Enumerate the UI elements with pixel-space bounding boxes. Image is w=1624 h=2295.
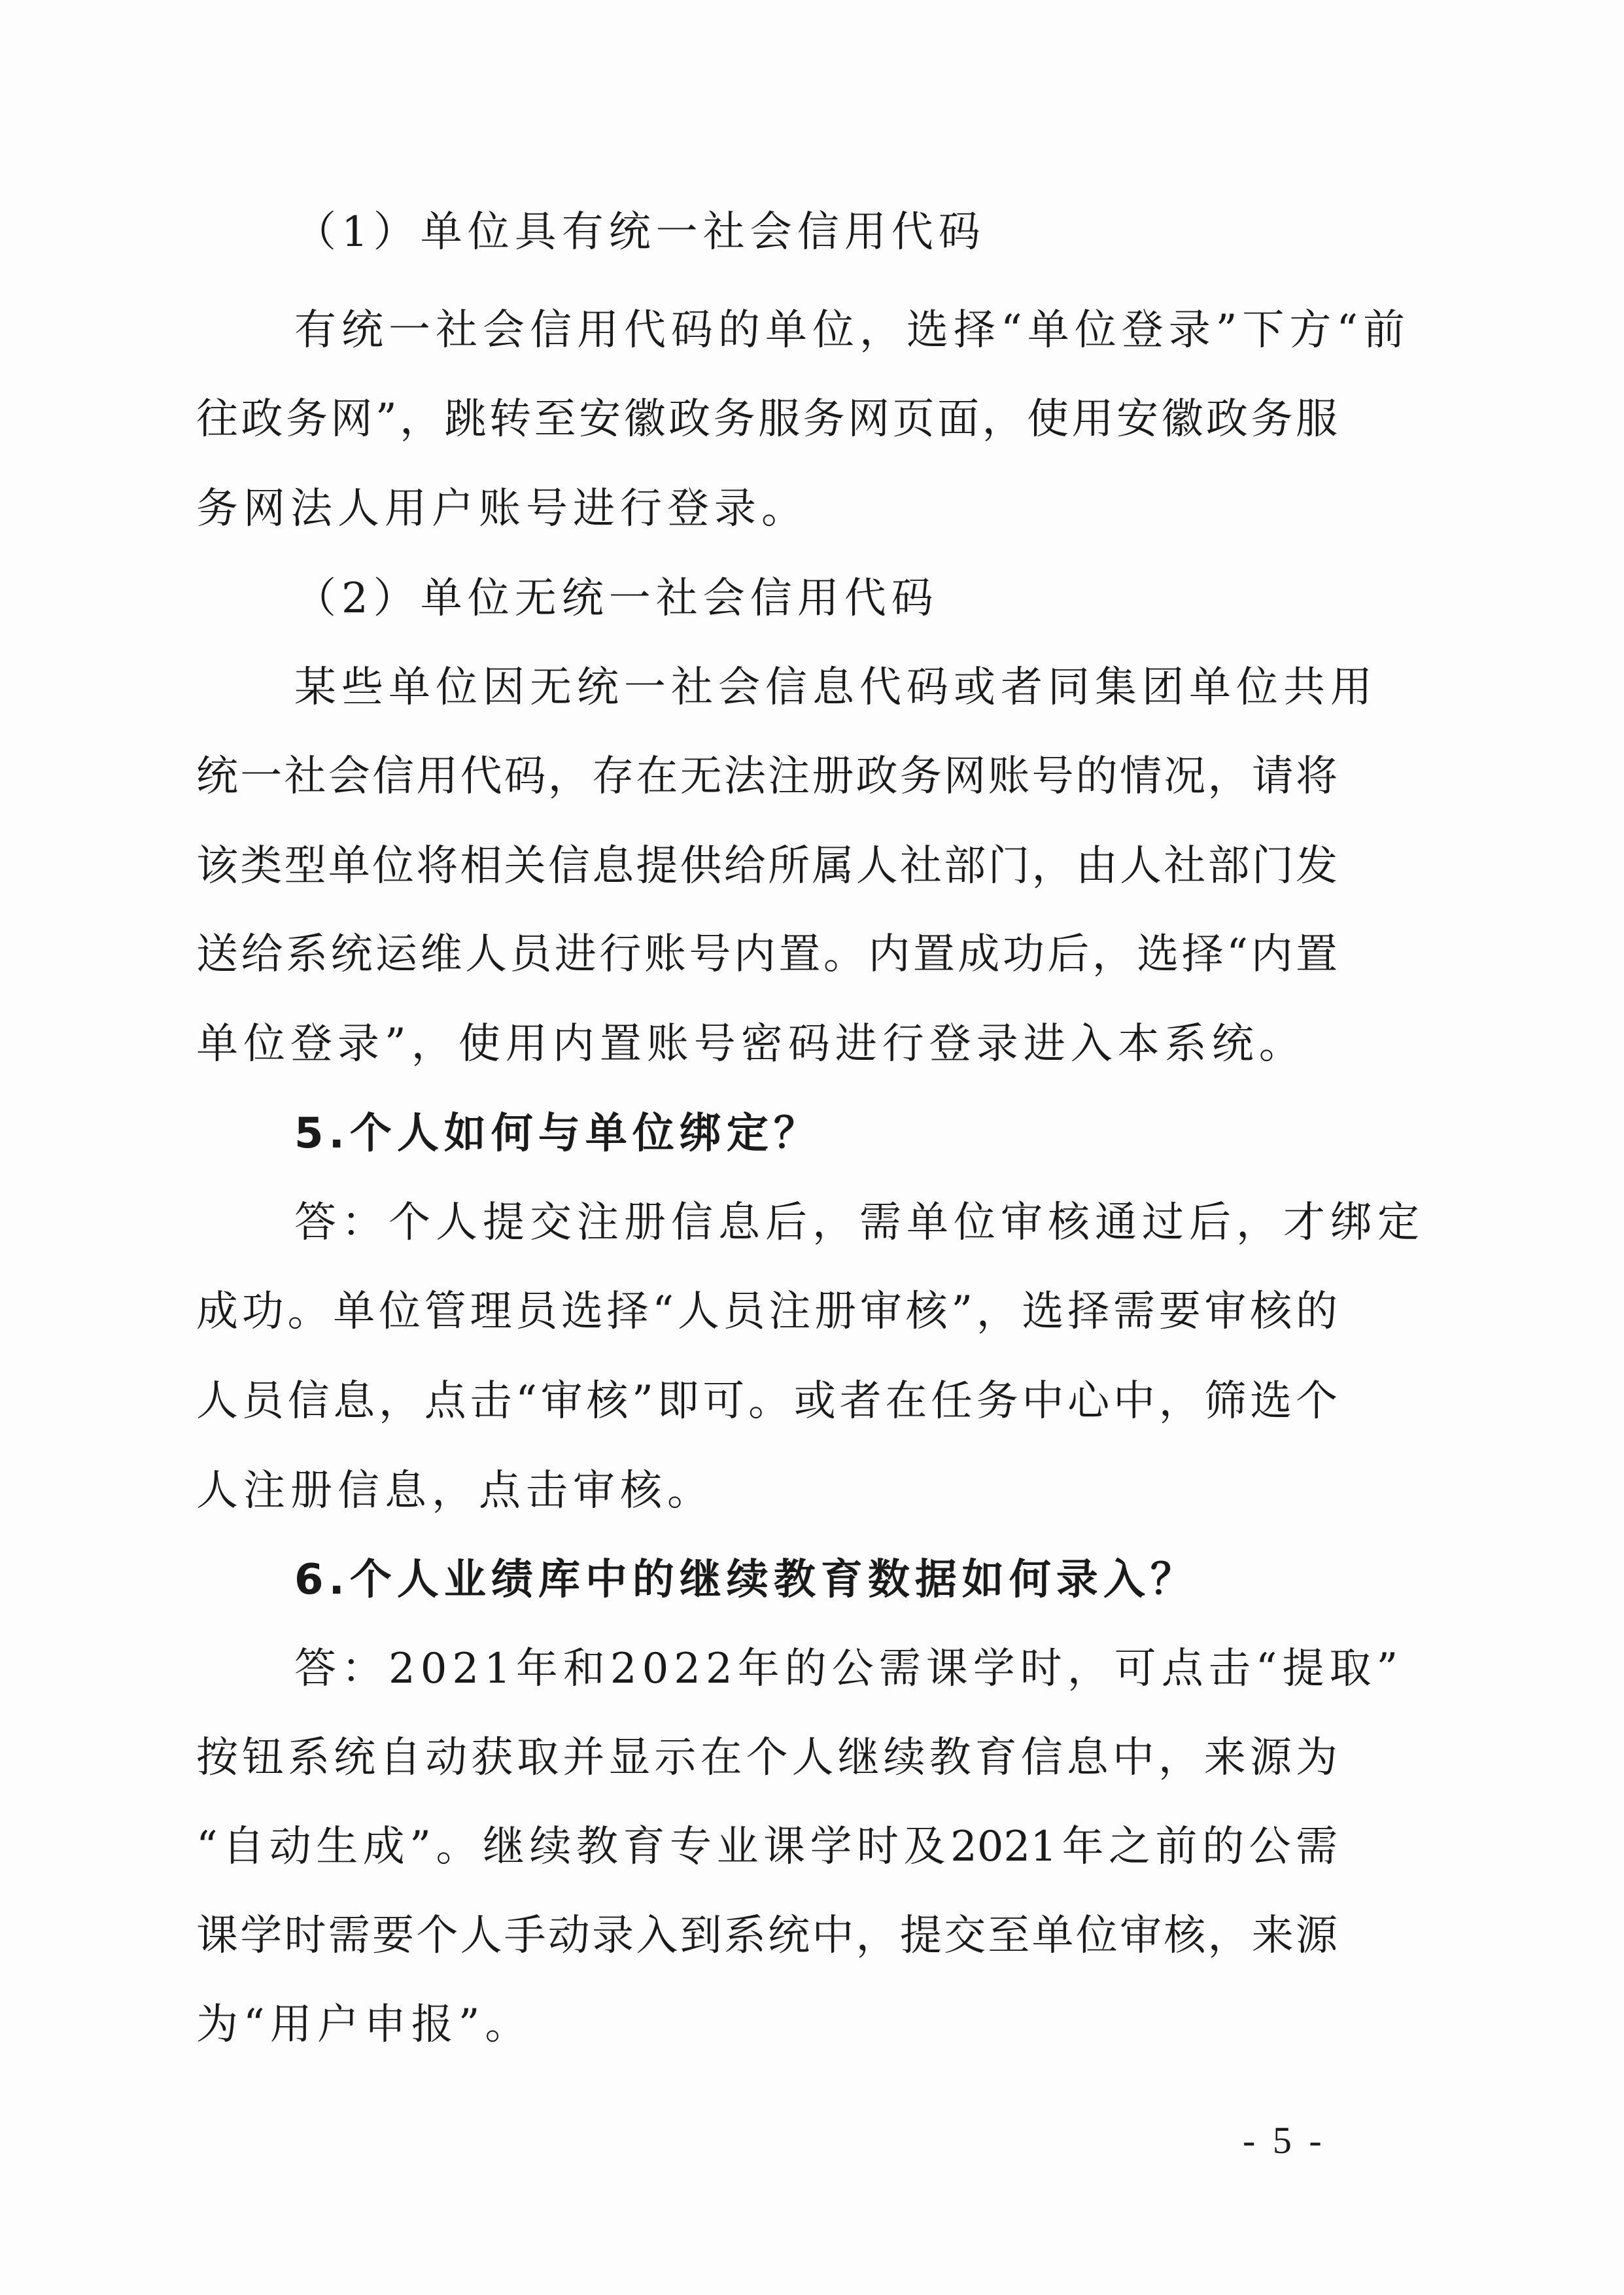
- paragraph-line: 人注册信息，点击审核。: [196, 1467, 714, 1515]
- subsection-title: （1）单位具有统一社会信用代码: [294, 208, 986, 256]
- paragraph-line: 单位登录”，使用内置账号密码进行登录进入本系统。: [196, 1020, 1306, 1068]
- paragraph-line: 务网法人用户账号进行登录。: [196, 485, 808, 533]
- paragraph-line: 按钮系统自动获取并显示在个人继续教育信息中，来源为: [196, 1734, 1338, 1782]
- paragraph-line: 某些单位因无统一社会信息代码或者同集团单位共用: [294, 663, 1377, 712]
- question-heading: 6.个人业绩库中的继续教育数据如何录入？: [294, 1556, 1198, 1604]
- page-number: - 5 -: [1243, 2119, 1326, 2162]
- question-heading: 5.个人如何与单位绑定？: [294, 1110, 821, 1158]
- paragraph-line: 该类型单位将相关信息提供给所属人社部门，由人社部门发: [196, 842, 1338, 890]
- paragraph-line: 答：个人提交注册信息后，需单位审核通过后，才绑定: [294, 1199, 1425, 1247]
- paragraph-line: 有统一社会信用代码的单位，选择“单位登录”下方“前: [294, 306, 1411, 355]
- paragraph-line: 人员信息，点击“审核”即可。或者在任务中心中，筛选个: [196, 1377, 1338, 1426]
- paragraph-line: 为“用户申报”。: [196, 2001, 532, 2049]
- paragraph-line: 课学时需要个人手动录入到系统中，提交至单位审核，来源: [196, 1912, 1338, 1960]
- paragraph-line: 送给系统运维人员进行账号内置。内置成功后，选择“内置: [196, 930, 1338, 979]
- paragraph-line: “自动生成”。继续教育专业课学时及2021年之前的公需: [196, 1823, 1338, 1871]
- paragraph-line: 统一社会信用代码，存在无法注册政务网账号的情况，请将: [196, 752, 1338, 801]
- paragraph-line: 答：2021年和2022年的公需课学时，可点击“提取”: [294, 1645, 1404, 1693]
- paragraph-line: 往政务网”，跳转至安徽政务服务网页面，使用安徽政务服: [196, 395, 1338, 444]
- paragraph-line: 成功。单位管理员选择“人员注册审核”，选择需要审核的: [196, 1288, 1338, 1336]
- subsection-title: （2）单位无统一社会信用代码: [294, 574, 939, 623]
